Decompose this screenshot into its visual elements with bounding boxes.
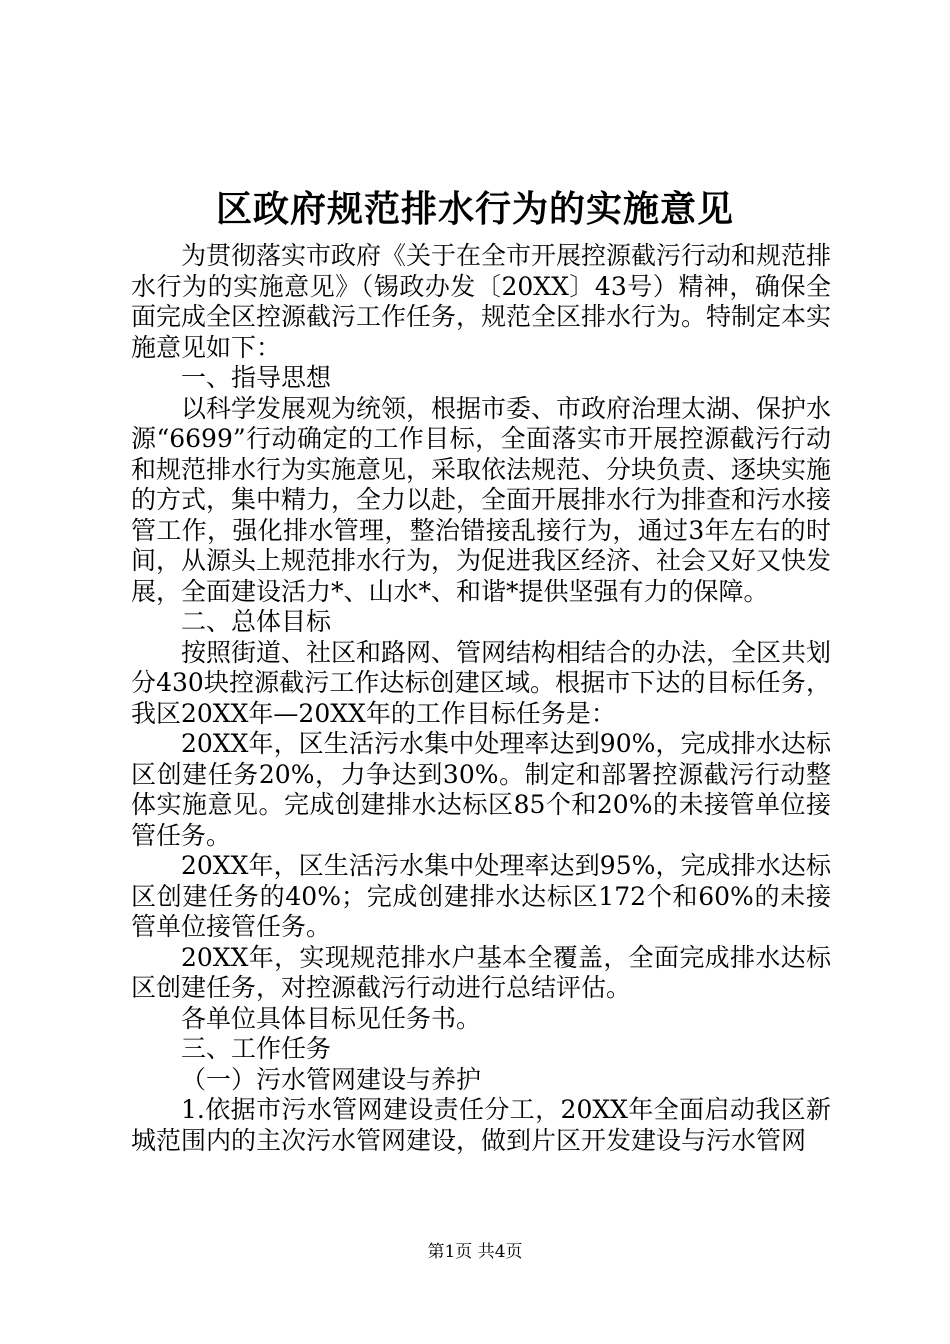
document-title: 区政府规范排水行为的实施意见 — [215, 188, 734, 230]
paragraph-guiding-ideology: 以科学发展观为统领，根据市委、市政府治理太湖、保护水源“6699”行动确定的工作目标，全面落实市开展控源截污行动和规范排水行为实施意见，采取依法规范、分块负责、逐块实施的方式，集中精力，全力以赴，全面开展排水行为排查和污水接管工作，强化排水管理，整治错接乱接行为，通过3年左右的时间，从源头上规范排水行为，为促进我区经济、社会又好又快发展，全面建设活力*、山水*、和谐*提供坚强有力的保障。 — [131, 393, 832, 606]
page-footer: 第1页 共4页 — [427, 1242, 523, 1262]
paragraph-goal-year-1: 20XX年，区生活污水集中处理率达到90%，完成排水达标区创建任务20%，力争达到30%。制定和部署控源截污行动整体实施意见。完成创建排水达标区85个和20%的未接管单位接管任务。 — [131, 729, 831, 850]
paragraph-task-1: 1.依据市污水管网建设责任分工，20XX年全面启动我区新城范围内的主次污水管网建设，做到片区开发建设与污水管网 — [131, 1095, 831, 1155]
section-heading-overall-goals: 二、总体目标 — [181, 607, 332, 636]
paragraph-goal-year-2: 20XX年，区生活污水集中处理率达到95%，完成排水达标区创建任务的40%；完成创建排水达标区172个和60%的未接管单位接管任务。 — [131, 851, 831, 941]
paragraph-intro: 为贯彻落实市政府《关于在全市开展控源截污行动和规范排水行为的实施意见》（锡政办发〔20XX〕43号）精神，确保全面完成全区控源截污工作任务，规范全区排水行为。特制定本实施意见如下： — [131, 241, 832, 362]
section-heading-work-tasks: 三、工作任务 — [181, 1034, 332, 1063]
paragraph-task-book: 各单位具体目标见任务书。 — [181, 1003, 482, 1033]
section-heading-guiding-ideology: 一、指导思想 — [181, 363, 332, 392]
paragraph-overall-goals: 按照街道、社区和路网、管网结构相结合的办法，全区共划分430块控源截污工作达标创建区域。根据市下达的目标任务，我区20XX年—20XX年的工作目标任务是： — [131, 637, 832, 728]
document-body — [131, 241, 831, 1156]
subsection-heading-sewer-network: （一）污水管网建设与养护 — [181, 1064, 482, 1094]
paragraph-goal-year-3: 20XX年，实现规范排水户基本全覆盖，全面完成排水达标区创建任务，对控源截污行动进行总结评估。 — [131, 942, 831, 1002]
